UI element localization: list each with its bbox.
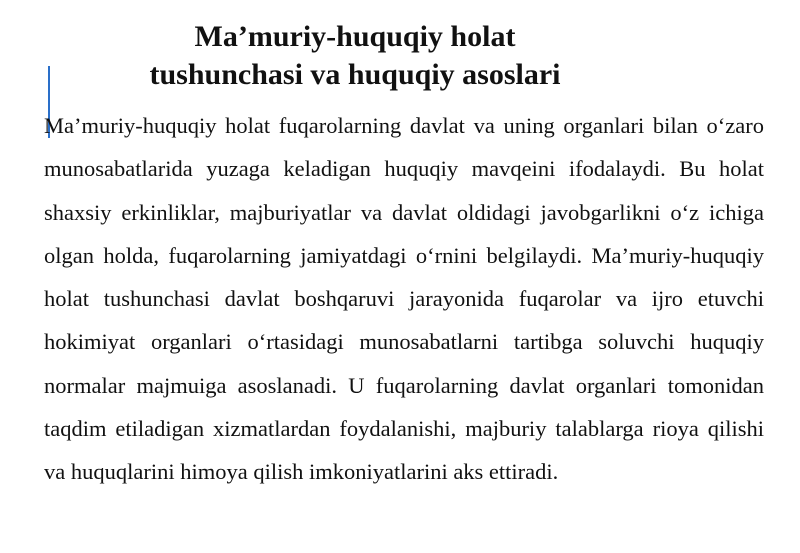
body-paragraph[interactable]: Ma’muriy-huquqiy holat fuqarolarning davlat va uning organlari bilan o‘zaro munosabatlarida yuzaga keladigan huquqiy mavqeini ifodalaydi. Bu holat shaxsiy erkinliklar, majburiyatlar va davlat oldidagi javobgarlikni o‘z ichiga olgan holda, fuqarolarning jamiyatdagi o‘rnini belgilaydi. Ma’muriy-huquqiy holat tushunchasi davlat boshqaruvi jarayonida fuqarolar va ijro etuvchi hokimiyat organlari o‘rtasidagi munosabatlarni tartibga soluvchi huquqiy normalar majmuiga asoslanadi. U fuqarolarning davlat organlari tomonidan taqdim etiladigan xizmatlardan foydalanishi, majburiy talablarga rioya qilishi va huquqlarini himoya qilish imkoniyatlarini aks ettiradi. [44,113,764,485]
title-line-1: Ma’muriy-huquqiy holat [194,20,516,53]
document-title [0,18,710,94]
title-line-2: tushunchasi va huquqiy asoslari [149,58,561,91]
